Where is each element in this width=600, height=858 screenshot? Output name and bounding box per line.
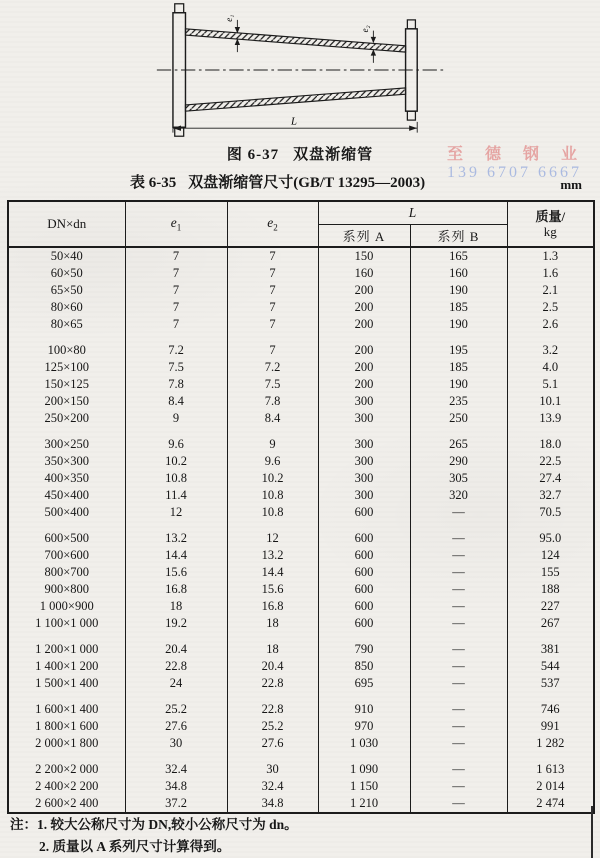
table-cell: 4.0 bbox=[507, 359, 594, 376]
header-e1: $e_1$ bbox=[125, 201, 227, 247]
table-header bbox=[8, 201, 594, 247]
table-row bbox=[8, 470, 594, 487]
table-cell: 200 bbox=[318, 359, 410, 376]
table-cell: 155 bbox=[507, 564, 594, 581]
table-cell: 185 bbox=[410, 359, 507, 376]
table-row bbox=[8, 504, 594, 521]
table-cell: 18 bbox=[227, 632, 318, 658]
table-cell: 195 bbox=[410, 333, 507, 359]
table-cell: 2.1 bbox=[507, 282, 594, 299]
table-cell: 544 bbox=[507, 658, 594, 675]
table-cell: 9 bbox=[227, 427, 318, 453]
table-row bbox=[8, 615, 594, 632]
table-row bbox=[8, 487, 594, 504]
table-cell: 910 bbox=[318, 692, 410, 718]
table-cell: 150×125 bbox=[8, 376, 125, 393]
table-cell: 400×350 bbox=[8, 470, 125, 487]
table-cell: 1 400×1 200 bbox=[8, 658, 125, 675]
note-label: 注： bbox=[10, 817, 37, 832]
table-cell: 70.5 bbox=[507, 504, 594, 521]
table-cell: 185 bbox=[410, 299, 507, 316]
table-cell: — bbox=[410, 521, 507, 547]
table-cell: 2 200×2 000 bbox=[8, 752, 125, 778]
table-cell: 24 bbox=[125, 675, 227, 692]
table-row bbox=[8, 581, 594, 598]
table-cell: 970 bbox=[318, 718, 410, 735]
table-cell: 350×300 bbox=[8, 453, 125, 470]
dimension-table bbox=[7, 200, 595, 814]
table-cell: 1 200×1 000 bbox=[8, 632, 125, 658]
table-cell: — bbox=[410, 675, 507, 692]
table-row bbox=[8, 718, 594, 735]
table-cell: 50×40 bbox=[8, 247, 125, 265]
table-cell: 1 500×1 400 bbox=[8, 675, 125, 692]
table-cell: 1 090 bbox=[318, 752, 410, 778]
table-row bbox=[8, 393, 594, 410]
table-cell: 600×500 bbox=[8, 521, 125, 547]
table-cell: — bbox=[410, 547, 507, 564]
table-cell: 22.8 bbox=[227, 692, 318, 718]
table-cell: 32.7 bbox=[507, 487, 594, 504]
table-cell: 600 bbox=[318, 504, 410, 521]
table-cell: 600 bbox=[318, 547, 410, 564]
table-row bbox=[8, 658, 594, 675]
table-cell: 10.1 bbox=[507, 393, 594, 410]
table-cell: 16.8 bbox=[125, 581, 227, 598]
table-cell: — bbox=[410, 795, 507, 813]
table-cell: 227 bbox=[507, 598, 594, 615]
table-cell: 450×400 bbox=[8, 487, 125, 504]
table-cell: 12 bbox=[125, 504, 227, 521]
table-cell: 7 bbox=[227, 316, 318, 333]
table-cell: 25.2 bbox=[227, 718, 318, 735]
table-row bbox=[8, 427, 594, 453]
table-cell: 160 bbox=[318, 265, 410, 282]
table-cell: 1 600×1 400 bbox=[8, 692, 125, 718]
table-cell: 22.8 bbox=[125, 658, 227, 675]
table-cell: 15.6 bbox=[227, 581, 318, 598]
table-cell: 20.4 bbox=[227, 658, 318, 675]
table-cell: 290 bbox=[410, 453, 507, 470]
table-row bbox=[8, 376, 594, 393]
table-cell: 850 bbox=[318, 658, 410, 675]
table-cell: — bbox=[410, 692, 507, 718]
table-cell: 7 bbox=[227, 247, 318, 265]
table-cell: 235 bbox=[410, 393, 507, 410]
table-row bbox=[8, 333, 594, 359]
table-cell: 18.0 bbox=[507, 427, 594, 453]
table-cell: 12 bbox=[227, 521, 318, 547]
table-cell: 700×600 bbox=[8, 547, 125, 564]
table-cell: — bbox=[410, 598, 507, 615]
table-cell: 8.4 bbox=[125, 393, 227, 410]
table-cell: 27.6 bbox=[227, 735, 318, 752]
left-flange-bolt-top bbox=[175, 4, 184, 13]
table-cell: 10.2 bbox=[125, 453, 227, 470]
table-cell: 200 bbox=[318, 316, 410, 333]
header-l: L bbox=[318, 201, 507, 225]
table-cell: 10.8 bbox=[227, 487, 318, 504]
e1-label: e₁ bbox=[224, 14, 234, 22]
table-row bbox=[8, 247, 594, 265]
table-cell: 10.8 bbox=[125, 470, 227, 487]
bottom-wall bbox=[185, 88, 405, 111]
table-row bbox=[8, 675, 594, 692]
table-cell: 27.4 bbox=[507, 470, 594, 487]
table-cell: 124 bbox=[507, 547, 594, 564]
table-cell: 165 bbox=[410, 247, 507, 265]
table-cell: 200 bbox=[318, 376, 410, 393]
table-cell: 20.4 bbox=[125, 632, 227, 658]
table-cell: 7.5 bbox=[125, 359, 227, 376]
table-cell: 32.4 bbox=[227, 778, 318, 795]
table-row bbox=[8, 564, 594, 581]
table-cell: 1 100×1 000 bbox=[8, 615, 125, 632]
table-cell: 1 282 bbox=[507, 735, 594, 752]
table-cell: 1 613 bbox=[507, 752, 594, 778]
table-title: 双盘渐缩管尺寸(GB/T 13295—2003) bbox=[188, 175, 426, 191]
table-row bbox=[8, 453, 594, 470]
e2-label: e₂ bbox=[360, 25, 370, 33]
table-row bbox=[8, 316, 594, 333]
table-row bbox=[8, 598, 594, 615]
table-cell: 30 bbox=[125, 735, 227, 752]
table-cell: 600 bbox=[318, 615, 410, 632]
table-cell: 5.1 bbox=[507, 376, 594, 393]
table-cell: — bbox=[410, 752, 507, 778]
table-cell: — bbox=[410, 718, 507, 735]
table-cell: 1 030 bbox=[318, 735, 410, 752]
table-row bbox=[8, 735, 594, 752]
table-cell: 200 bbox=[318, 299, 410, 316]
table-cell: 2.6 bbox=[507, 316, 594, 333]
table-cell: 7 bbox=[125, 282, 227, 299]
table-cell: 300×250 bbox=[8, 427, 125, 453]
table-row bbox=[8, 410, 594, 427]
caption-row bbox=[0, 171, 600, 191]
header-series-a: 系列 A bbox=[318, 225, 410, 248]
table-cell: 34.8 bbox=[227, 795, 318, 813]
table-cell: 7 bbox=[227, 299, 318, 316]
table-cell: 300 bbox=[318, 470, 410, 487]
table-cell: 265 bbox=[410, 427, 507, 453]
table-cell: 300 bbox=[318, 410, 410, 427]
table-cell: 19.2 bbox=[125, 615, 227, 632]
table-cell: 320 bbox=[410, 487, 507, 504]
watermark-phone: 139 6707 6667 bbox=[446, 164, 582, 181]
table-cell: 1 000×900 bbox=[8, 598, 125, 615]
table-cell: 1.3 bbox=[507, 247, 594, 265]
table-cell: 190 bbox=[410, 282, 507, 299]
right-flange-bolt-bottom bbox=[407, 111, 415, 120]
table-cell: 150 bbox=[318, 247, 410, 265]
table-cell: 10.2 bbox=[227, 470, 318, 487]
figure-caption bbox=[0, 143, 600, 164]
table-cell: 200 bbox=[318, 333, 410, 359]
table-cell: 600 bbox=[318, 581, 410, 598]
table-cell: 2 600×2 400 bbox=[8, 795, 125, 813]
table-cell: 16.8 bbox=[227, 598, 318, 615]
table-cell: 537 bbox=[507, 675, 594, 692]
table-cell: 7 bbox=[227, 333, 318, 359]
table-cell: 9.6 bbox=[227, 453, 318, 470]
table-cell: 790 bbox=[318, 632, 410, 658]
figure-number: 图 6-37 bbox=[226, 147, 280, 163]
table-cell: 7 bbox=[125, 247, 227, 265]
header-mass: 质量/ kg bbox=[507, 201, 594, 247]
table-cell: 7.5 bbox=[227, 376, 318, 393]
table-cell: 95.0 bbox=[507, 521, 594, 547]
table-cell: 7 bbox=[227, 265, 318, 282]
table-cell: 991 bbox=[507, 718, 594, 735]
table-cell: 14.4 bbox=[227, 564, 318, 581]
table-cell: 746 bbox=[507, 692, 594, 718]
table-cell: 100×80 bbox=[8, 333, 125, 359]
table-cell: 27.6 bbox=[125, 718, 227, 735]
table-cell: 300 bbox=[318, 487, 410, 504]
table-cell: 34.8 bbox=[125, 778, 227, 795]
table-cell: 9.6 bbox=[125, 427, 227, 453]
table-cell: 900×800 bbox=[8, 581, 125, 598]
table-cell: 7 bbox=[125, 265, 227, 282]
table-cell: 10.8 bbox=[227, 504, 318, 521]
table-cell: 22.5 bbox=[507, 453, 594, 470]
table-cell: 125×100 bbox=[8, 359, 125, 376]
table-caption bbox=[130, 171, 425, 192]
table-cell: 305 bbox=[410, 470, 507, 487]
right-flange-bolt-top bbox=[407, 20, 415, 29]
table-cell: 267 bbox=[507, 615, 594, 632]
table-row bbox=[8, 752, 594, 778]
table-cell: 300 bbox=[318, 393, 410, 410]
table-cell: 190 bbox=[410, 316, 507, 333]
table-number: 表 6-35 bbox=[130, 175, 177, 191]
table-cell: 300 bbox=[318, 453, 410, 470]
table-body bbox=[8, 247, 594, 813]
table-cell: 188 bbox=[507, 581, 594, 598]
figure-area bbox=[0, 2, 600, 164]
table-cell: 13.2 bbox=[227, 547, 318, 564]
table-cell: 1 800×1 600 bbox=[8, 718, 125, 735]
table-cell: 80×60 bbox=[8, 299, 125, 316]
note-1: 注：1. 较大公称尺寸为 DN,较小公称尺寸为 dn。 bbox=[10, 817, 298, 832]
figure-title: 双盘渐缩管 bbox=[293, 147, 374, 163]
header-e2: $e_2$ bbox=[227, 201, 318, 247]
table-cell: 22.8 bbox=[227, 675, 318, 692]
table-cell: 160 bbox=[410, 265, 507, 282]
table-row bbox=[8, 692, 594, 718]
table-cell: 65×50 bbox=[8, 282, 125, 299]
table-row bbox=[8, 795, 594, 813]
table-cell: 25.2 bbox=[125, 692, 227, 718]
header-series-b: 系列 B bbox=[410, 225, 507, 248]
table-row bbox=[8, 282, 594, 299]
table-cell: 7.8 bbox=[125, 376, 227, 393]
table-cell: 695 bbox=[318, 675, 410, 692]
table-row bbox=[8, 521, 594, 547]
scan-edge-artifact bbox=[591, 806, 593, 858]
table-cell: 2 400×2 200 bbox=[8, 778, 125, 795]
table-cell: 600 bbox=[318, 564, 410, 581]
table-cell: 7.2 bbox=[125, 333, 227, 359]
table-cell: 2 474 bbox=[507, 795, 594, 813]
table-row bbox=[8, 265, 594, 282]
table-cell: — bbox=[410, 581, 507, 598]
table-cell: — bbox=[410, 564, 507, 581]
table-cell: 250×200 bbox=[8, 410, 125, 427]
unit-label: mm bbox=[560, 177, 582, 192]
table-cell: — bbox=[410, 632, 507, 658]
table-cell: 600 bbox=[318, 598, 410, 615]
table-cell: — bbox=[410, 504, 507, 521]
table-cell: 600 bbox=[318, 521, 410, 547]
table-cell: 7 bbox=[125, 316, 227, 333]
table-cell: 2.5 bbox=[507, 299, 594, 316]
table-cell: 200 bbox=[318, 282, 410, 299]
watermark-company: 至 德 钢 业 bbox=[446, 146, 586, 163]
table-row bbox=[8, 359, 594, 376]
table-cell: 1 150 bbox=[318, 778, 410, 795]
table-cell: 18 bbox=[125, 598, 227, 615]
table-cell: 8.4 bbox=[227, 410, 318, 427]
table-cell: 500×400 bbox=[8, 504, 125, 521]
table-cell: 32.4 bbox=[125, 752, 227, 778]
table-cell: 9 bbox=[125, 410, 227, 427]
table-cell: — bbox=[410, 735, 507, 752]
table-cell: 80×65 bbox=[8, 316, 125, 333]
header-dn: DN×dn bbox=[8, 201, 125, 247]
table-cell: 7 bbox=[125, 299, 227, 316]
table-row bbox=[8, 632, 594, 658]
table-row bbox=[8, 547, 594, 564]
table-cell: 300 bbox=[318, 427, 410, 453]
table-cell: 381 bbox=[507, 632, 594, 658]
table-cell: 7 bbox=[227, 282, 318, 299]
table-cell: 14.4 bbox=[125, 547, 227, 564]
table-cell: — bbox=[410, 615, 507, 632]
reducer-diagram bbox=[130, 2, 470, 138]
table-cell: 7.8 bbox=[227, 393, 318, 410]
table-row bbox=[8, 778, 594, 795]
table-cell: 13.2 bbox=[125, 521, 227, 547]
table-cell: 2 014 bbox=[507, 778, 594, 795]
table-cell: 3.2 bbox=[507, 333, 594, 359]
note-2: 2. 质量以 A 系列尺寸计算得到。 bbox=[39, 839, 231, 854]
table-cell: 1 210 bbox=[318, 795, 410, 813]
notes bbox=[10, 814, 298, 858]
table-cell: — bbox=[410, 658, 507, 675]
table-cell: 1.6 bbox=[507, 265, 594, 282]
table-cell: 30 bbox=[227, 752, 318, 778]
table-cell: 250 bbox=[410, 410, 507, 427]
table-cell: 37.2 bbox=[125, 795, 227, 813]
table-cell: 11.4 bbox=[125, 487, 227, 504]
table-row bbox=[8, 299, 594, 316]
table-cell: 800×700 bbox=[8, 564, 125, 581]
table-cell: 200×150 bbox=[8, 393, 125, 410]
l-label: L bbox=[291, 115, 298, 128]
table-cell: — bbox=[410, 778, 507, 795]
table-cell: 2 000×1 800 bbox=[8, 735, 125, 752]
table-cell: 15.6 bbox=[125, 564, 227, 581]
table-cell: 7.2 bbox=[227, 359, 318, 376]
table-cell: 13.9 bbox=[507, 410, 594, 427]
table-cell: 18 bbox=[227, 615, 318, 632]
table-cell: 60×50 bbox=[8, 265, 125, 282]
table-cell: 190 bbox=[410, 376, 507, 393]
